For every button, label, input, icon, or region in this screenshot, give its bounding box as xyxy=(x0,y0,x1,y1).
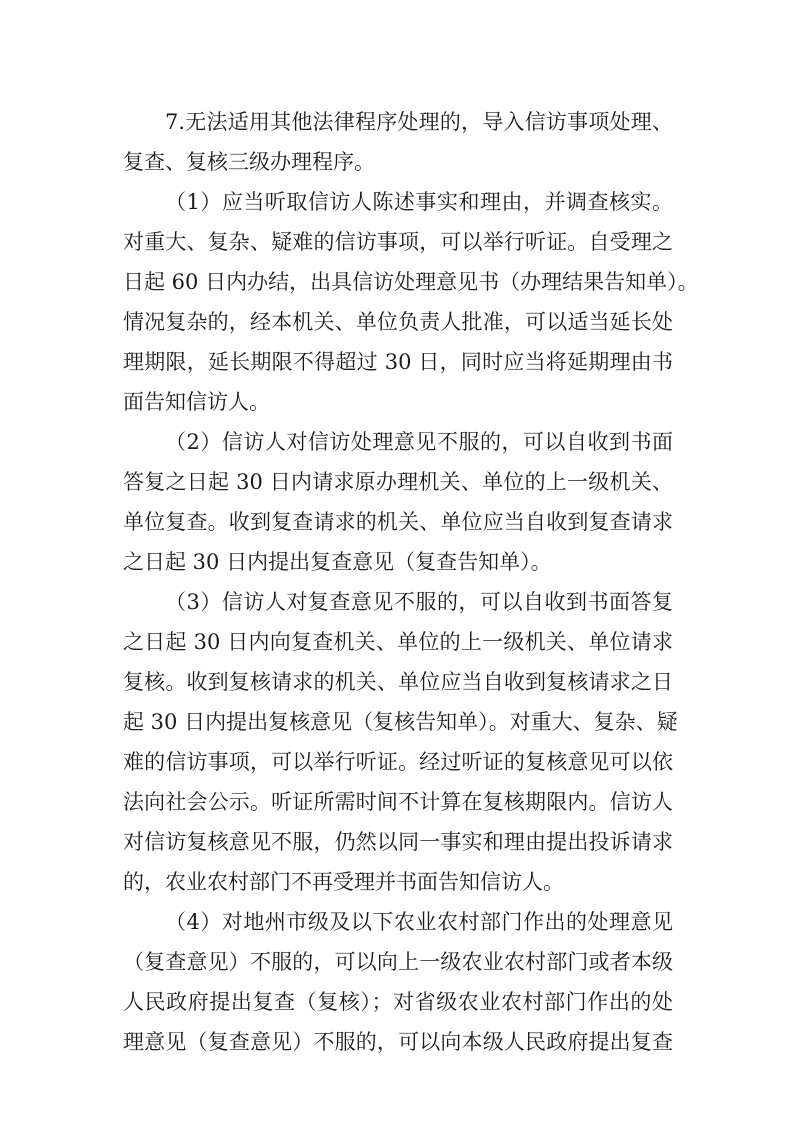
text-line: （复查意见）不服的，可以向上一级农业农村部门或者本级 xyxy=(123,950,673,974)
text-line: 之日起 30 日内提出复查意见（复查告知单）。 xyxy=(123,550,552,574)
text-line: 复核。收到复核请求的机关、单位应当自收到复核请求之日 xyxy=(123,670,673,694)
text-line: 单位复查。收到复查请求的机关、单位应当自收到复查请求 xyxy=(123,510,673,534)
text-line: （2）信访人对信访处理意见不服的，可以自收到书面 xyxy=(165,430,673,454)
text-line: 的，农业农村部门不再受理并书面告知信访人。 xyxy=(123,870,564,894)
text-line: （4）对地州市级及以下农业农村部门作出的处理意见 xyxy=(165,910,673,934)
text-line: 答复之日起 30 日内请求原办理机关、单位的上一级机关、 xyxy=(123,470,673,494)
text-line: 复查、复核三级办理程序。 xyxy=(123,150,375,174)
text-line: 7.无法适用其他法律程序处理的，导入信访事项处理、 xyxy=(165,110,673,134)
text-line: 法向社会公示。听证所需时间不计算在复核期限内。信访人 xyxy=(123,790,673,814)
text-line: 对信访复核意见不服，仍然以同一事实和理由提出投诉请求 xyxy=(123,830,673,854)
text-line: 对重大、复杂、疑难的信访事项，可以举行听证。自受理之 xyxy=(123,230,673,254)
text-line: 人民政府提出复查（复核）；对省级农业农村部门作出的处 xyxy=(123,990,673,1014)
text-line: （3）信访人对复查意见不服的，可以自收到书面答复 xyxy=(165,590,673,614)
text-line: 面告知信访人。 xyxy=(123,390,270,414)
text-line: 日起 60 日内办结，出具信访处理意见书（办理结果告知单）。 xyxy=(123,270,699,294)
text-line: 理期限，延长期限不得超过 30 日，同时应当将延期理由书 xyxy=(123,350,673,374)
text-line: （1）应当听取信访人陈述事实和理由，并调查核实。 xyxy=(165,190,673,214)
text-line: 起 30 日内提出复核意见（复核告知单）。对重大、复杂、疑 xyxy=(123,710,678,734)
text-line: 之日起 30 日内向复查机关、单位的上一级机关、单位请求 xyxy=(123,630,673,654)
text-line: 理意见（复查意见）不服的，可以向本级人民政府提出复查 xyxy=(123,1030,673,1054)
text-line: 情况复杂的，经本机关、单位负责人批准，可以适当延长处 xyxy=(123,310,673,334)
text-line: 难的信访事项，可以举行听证。经过听证的复核意见可以依 xyxy=(123,750,673,774)
